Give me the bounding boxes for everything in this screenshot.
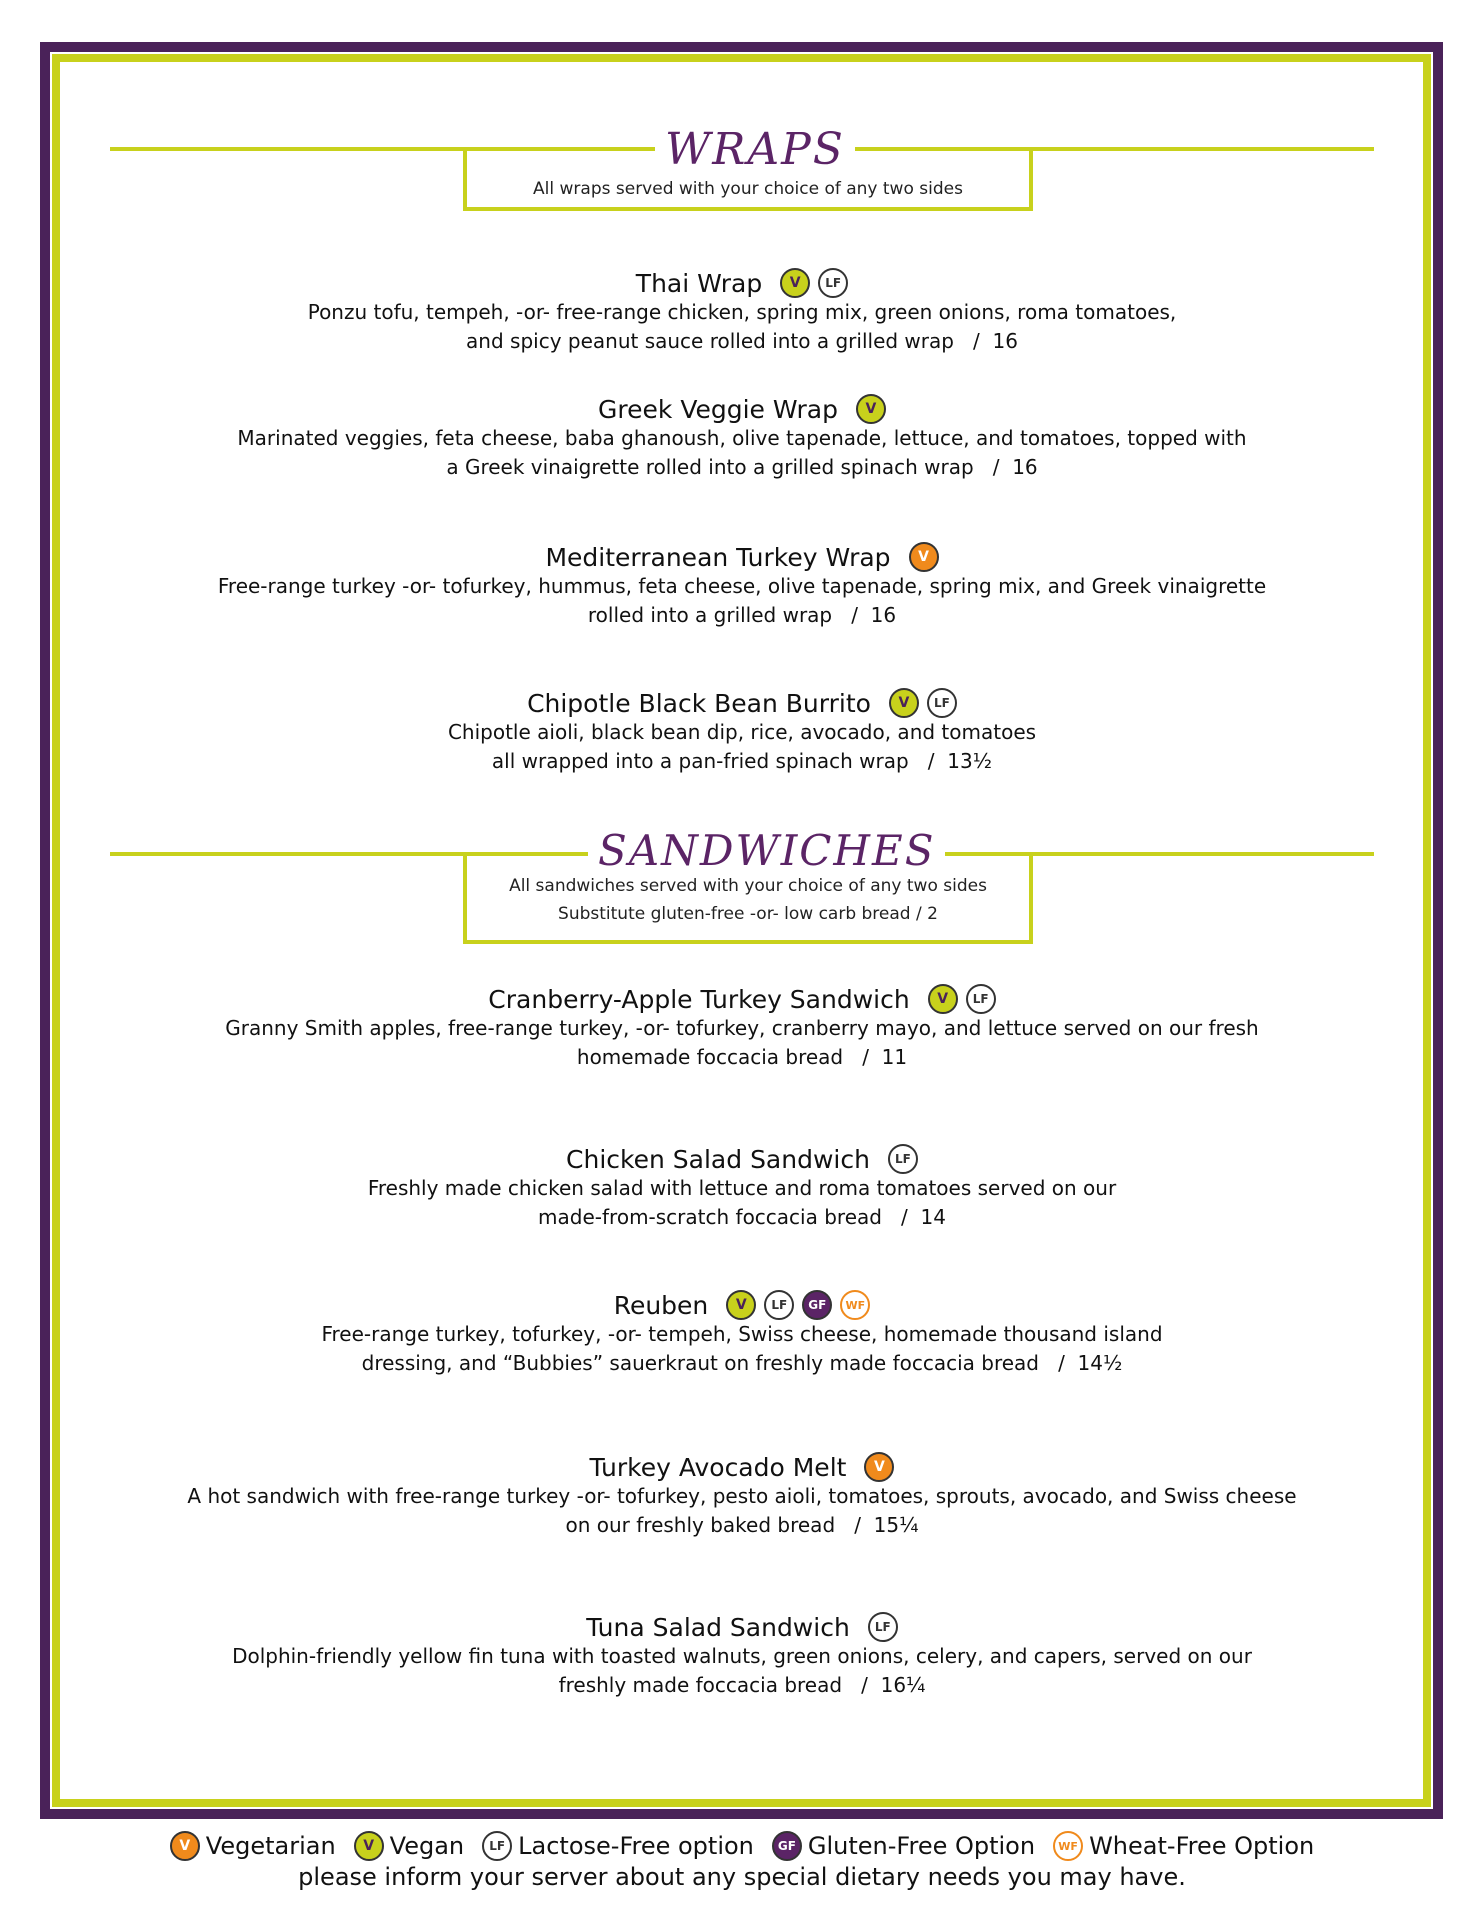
- item-price: 15¼: [873, 1513, 919, 1537]
- sandwiches-subtitle-1: All sandwiches served with your choice of any two sides: [509, 876, 987, 896]
- item-description-line1: Granny Smith apples, free-range turkey, -or- tofurkey, cranberry mayo, and lettuce served on our fresh: [225, 1016, 1259, 1040]
- item-price: 16: [992, 329, 1018, 353]
- item-description-line2: on our freshly baked bread: [565, 1513, 836, 1537]
- dietary-legend: [0, 1828, 1484, 1891]
- item-description-line1: Free-range turkey, tofurkey, -or- tempeh, Swiss cheese, homemade thousand island: [321, 1322, 1163, 1346]
- item-description-line2: and spicy peanut sauce rolled into a grilled wrap: [466, 329, 954, 353]
- item-price: 14½: [1077, 1351, 1123, 1375]
- menu-item-mediterranean-turkey-wrap: Mediterranean Turkey Wrap V Free-range turkey -or- tofurkey, hummus, feta cheese, olive tapenade, spring mix, and Greek vinaigrette rolled into a grilled wrap / 16: [100, 542, 1384, 630]
- lactose-free-icon: LF: [868, 1612, 898, 1642]
- item-name: Chipotle Black Bean Burrito: [527, 688, 871, 718]
- vegetarian-icon: V: [909, 542, 939, 572]
- item-description-line2: all wrapped into a pan-fried spinach wrap: [491, 749, 909, 773]
- item-description-line1: Ponzu tofu, tempeh, -or- free-range chicken, spring mix, green onions, roma tomatoes,: [307, 300, 1177, 324]
- item-name: Turkey Avocado Melt: [589, 1452, 847, 1482]
- item-description-line1: A hot sandwich with free-range turkey -or- tofurkey, pesto aioli, tomatoes, sprouts, avocado, and Swiss cheese: [187, 1484, 1297, 1508]
- item-name: Cranberry-Apple Turkey Sandwich: [488, 984, 910, 1014]
- item-description-line2: homemade foccacia bread: [576, 1045, 844, 1069]
- wheat-free-icon: WF: [840, 1290, 870, 1320]
- item-price: 14: [920, 1205, 946, 1229]
- wheat-free-icon: WF: [1053, 1831, 1083, 1861]
- sandwiches-title: SANDWICHES: [588, 826, 945, 875]
- vegetarian-icon: V: [170, 1831, 200, 1861]
- menu-item-turkey-avocado-melt: Turkey Avocado Melt V A hot sandwich with free-range turkey -or- tofurkey, pesto aioli, tomatoes, sprouts, avocado, and Swiss cheese on our freshly baked bread / 15¼: [100, 1452, 1384, 1540]
- item-name: Mediterranean Turkey Wrap: [545, 542, 891, 572]
- item-description-line2: freshly made foccacia bread: [558, 1673, 843, 1697]
- lactose-free-icon: LF: [482, 1831, 512, 1861]
- menu-item-tuna-salad-sandwich: Tuna Salad Sandwich LF Dolphin-friendly yellow fin tuna with toasted walnuts, green onions, celery, and capers, served on our freshly made foccacia bread / 16¼: [100, 1612, 1384, 1700]
- item-price: 13½: [947, 749, 993, 773]
- item-description-line2: a Greek vinaigrette rolled into a grilled spinach wrap: [446, 455, 974, 479]
- lactose-free-icon: LF: [888, 1144, 918, 1174]
- item-description-line2: made-from-scratch foccacia bread: [538, 1205, 882, 1229]
- item-price: 11: [881, 1045, 908, 1069]
- vegan-icon: V: [354, 1831, 384, 1861]
- legend-vegetarian: Vegetarian: [205, 1832, 336, 1860]
- legend-vegan: Vegan: [389, 1832, 465, 1860]
- vegan-icon: V: [889, 688, 919, 718]
- item-description-line2: dressing, and “Bubbies” sauerkraut on freshly made foccacia bread: [361, 1351, 1039, 1375]
- menu-item-cranberry-apple-turkey-sandwich: Cranberry-Apple Turkey Sandwich V LF Granny Smith apples, free-range turkey, -or- tofurkey, cranberry mayo, and lettuce served on our fresh homemade foccacia bread / 11: [100, 984, 1384, 1072]
- menu-item-chicken-salad-sandwich: Chicken Salad Sandwich LF Freshly made chicken salad with lettuce and roma tomatoes served on our made-from-scratch foccacia bread / 14: [100, 1144, 1384, 1232]
- dietary-note: please inform your server about any special dietary needs you may have.: [298, 1863, 1186, 1891]
- gluten-free-icon: GF: [802, 1290, 832, 1320]
- item-name: Chicken Salad Sandwich: [566, 1144, 870, 1174]
- menu-item-reuben: Reuben V LF GF WF Free-range turkey, tofurkey, -or- tempeh, Swiss cheese, homemade thousand island dressing, and “Bubbies” sauerkraut on freshly made foccacia bread / 14½: [100, 1290, 1384, 1378]
- vegan-icon: V: [928, 984, 958, 1014]
- item-description-line1: Marinated veggies, feta cheese, baba ghanoush, olive tapenade, lettuce, and tomatoes, topped with: [237, 426, 1247, 450]
- menu-item-greek-veggie-wrap: Greek Veggie Wrap V Marinated veggies, feta cheese, baba ghanoush, olive tapenade, lettuce, and tomatoes, topped with a Greek vinaigrette rolled into a grilled spinach wrap / 16: [100, 394, 1384, 482]
- lactose-free-icon: LF: [927, 688, 957, 718]
- item-description-line2: rolled into a grilled wrap: [587, 603, 833, 627]
- lactose-free-icon: LF: [764, 1290, 794, 1320]
- vegan-icon: V: [726, 1290, 756, 1320]
- menu-item-thai-wrap: Thai Wrap V LF Ponzu tofu, tempeh, -or- free-range chicken, spring mix, green onions, roma tomatoes, and spicy peanut sauce rolled into a grilled wrap / 16: [100, 268, 1384, 356]
- item-description-line1: Dolphin-friendly yellow fin tuna with toasted walnuts, green onions, celery, and capers, served on our: [232, 1644, 1252, 1668]
- wraps-title: WRAPS: [655, 124, 855, 175]
- sandwiches-subtitle-2: Substitute gluten-free -or- low carb bread / 2: [558, 904, 938, 924]
- wraps-subtitle: All wraps served with your choice of any two sides: [533, 179, 963, 199]
- item-description-line1: Free-range turkey -or- tofurkey, hummus, feta cheese, olive tapenade, spring mix, and Greek vinaigrette: [217, 574, 1267, 598]
- item-name: Tuna Salad Sandwich: [586, 1612, 850, 1642]
- item-name: Thai Wrap: [635, 268, 763, 298]
- menu-item-chipotle-black-bean-burrito: Chipotle Black Bean Burrito V LF Chipotle aioli, black bean dip, rice, avocado, and tomatoes all wrapped into a pan-fried spinach wrap / 13½: [100, 688, 1384, 776]
- vegan-icon: V: [780, 268, 810, 298]
- vegetarian-icon: V: [864, 1452, 894, 1482]
- legend-lactose-free: Lactose-Free option: [518, 1832, 754, 1860]
- item-description-line1: Chipotle aioli, black bean dip, rice, avocado, and tomatoes: [447, 720, 1037, 744]
- gluten-free-icon: GF: [772, 1831, 802, 1861]
- vegan-icon: V: [856, 394, 886, 424]
- item-price: 16¼: [880, 1673, 926, 1697]
- lactose-free-icon: LF: [966, 984, 996, 1014]
- item-price: 16: [870, 603, 897, 627]
- item-price: 16: [1012, 455, 1038, 479]
- lactose-free-icon: LF: [818, 268, 848, 298]
- item-name: Reuben: [613, 1290, 709, 1320]
- item-name: Greek Veggie Wrap: [598, 394, 838, 424]
- item-description-line1: Freshly made chicken salad with lettuce and roma tomatoes served on our: [367, 1176, 1117, 1200]
- legend-wheat-free: Wheat-Free Option: [1089, 1832, 1315, 1860]
- legend-gluten-free: Gluten-Free Option: [807, 1832, 1036, 1860]
